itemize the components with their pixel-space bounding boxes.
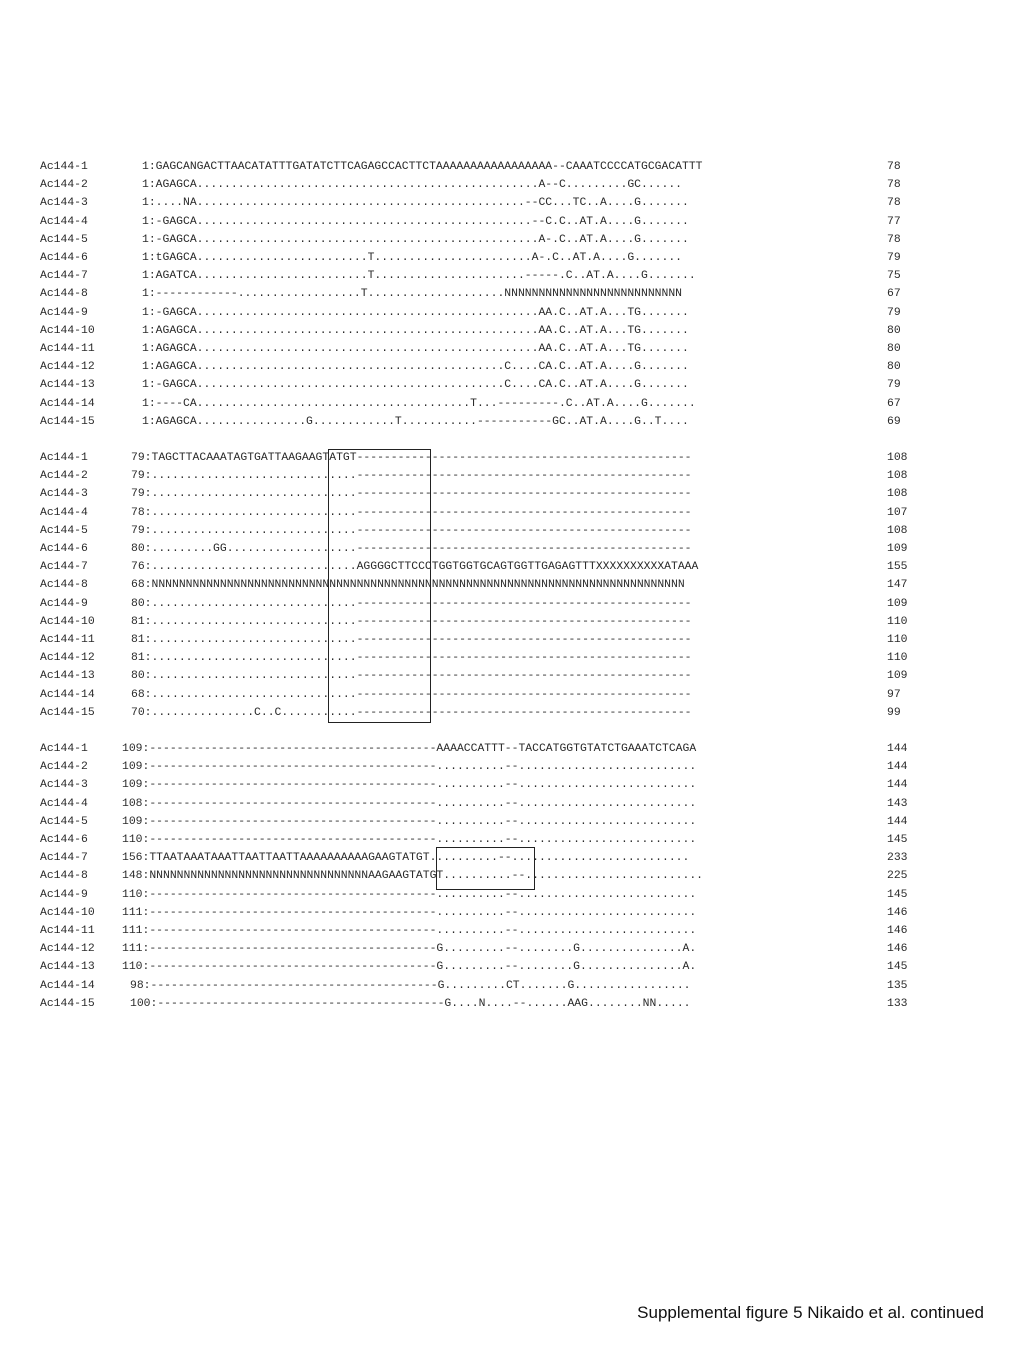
sequence-name: Ac144-1 <box>40 743 88 755</box>
sequence-name: Ac144-10 <box>40 906 95 919</box>
sequence-string: 109:------------------------------------------..........--.......................... <box>122 761 697 774</box>
sequence-string: 110:------------------------------------------G.........--........G...............A. <box>122 961 697 974</box>
sequence-string: 79:..............................------------------------------------------------- <box>131 470 692 483</box>
sequence-string: 100:------------------------------------------G....N....--......AAG........NN..... <box>130 997 691 1010</box>
position-count: 135 <box>887 979 908 992</box>
sequence-name: Ac144-4 <box>40 506 88 519</box>
position-count: 107 <box>887 506 908 519</box>
position-count: 108 <box>887 524 908 537</box>
position-count: 108 <box>887 488 908 501</box>
position-count: 145 <box>887 888 908 901</box>
figure-caption: Supplemental figure 5 Nikaido et al. continued <box>637 1303 984 1322</box>
sequence-string: 1:-GAGCA..................................................AA.C..AT.A...TG....... <box>142 306 689 319</box>
sequence-string: 1:------------..................T....................NNNNNNNNNNNNNNNNNNNNNNNNNN <box>142 288 683 301</box>
position-count: 143 <box>887 797 908 810</box>
sequence-name: Ac144-2 <box>40 761 88 774</box>
sequence-name: Ac144-5 <box>40 233 88 246</box>
sequence-name: Ac144-4 <box>40 215 88 228</box>
sequence-string: 80:..............................------------------------------------------------- <box>131 670 692 683</box>
sequence-string: 110:------------------------------------------..........--.......................... <box>122 888 697 901</box>
position-count: 147 <box>887 579 908 592</box>
sequence-name: Ac144-2 <box>40 179 88 192</box>
sequence-string: 81:..............................------------------------------------------------- <box>131 634 692 646</box>
sequence-name: Ac144-11 <box>40 925 95 937</box>
position-count: 78 <box>887 233 901 246</box>
position-count: 108 <box>887 470 908 483</box>
sequence-string: 111:------------------------------------------..........--.......................... <box>122 925 697 937</box>
sequence-string: 108:------------------------------------------..........--.......................... <box>122 797 697 810</box>
sequence-string: 68:NNNNNNNNNNNNNNNNNNNNNNNNNNNNNNNNNNNNNNNNNNNNNNNNNNNNNNNNNNNNNNNNNNNNNNNNNNNNNN <box>131 579 685 592</box>
position-count: 78 <box>887 179 901 192</box>
sequence-name: Ac144-8 <box>40 288 88 301</box>
sequence-name: Ac144-15 <box>40 997 95 1010</box>
position-count: 79 <box>887 306 901 319</box>
position-count: 110 <box>887 634 908 646</box>
position-count: 146 <box>887 906 908 919</box>
position-count: 79 <box>887 379 901 392</box>
sequence-string: 76:..............................AGGGGCTTCCCTGGTGGTGCAGTGGTTGAGAGTTTXXXXXXXXXXATAAA <box>131 561 699 574</box>
sequence-string: 110:------------------------------------------..........--.......................... <box>122 834 697 846</box>
sequence-string: 1:-GAGCA..................................................A-.C..AT.A....G....... <box>142 233 689 246</box>
position-count: 80 <box>887 361 901 374</box>
position-count: 109 <box>887 543 908 555</box>
sequence-name: Ac144-12 <box>40 652 95 665</box>
sequence-name: Ac144-3 <box>40 488 88 501</box>
position-count: 110 <box>887 652 908 665</box>
sequence-name: Ac144-12 <box>40 361 95 374</box>
sequence-name: Ac144-5 <box>40 815 88 828</box>
sequence-string: 111:------------------------------------------G.........--........G...............A. <box>122 943 697 956</box>
sequence-string: 68:..............................------------------------------------------------- <box>131 688 692 701</box>
sequence-name: Ac144-3 <box>40 779 88 792</box>
sequence-name: Ac144-8 <box>40 870 88 883</box>
position-count: 108 <box>887 452 908 464</box>
position-count: 67 <box>887 397 901 410</box>
position-count: 145 <box>887 961 908 974</box>
sequence-string: 80:.........GG...................------------------------------------------------- <box>131 543 692 555</box>
sequence-name: Ac144-15 <box>40 415 95 428</box>
sequence-string: 1:AGAGCA..................................................A--C.........GC...... <box>142 179 683 192</box>
position-count: 109 <box>887 597 908 610</box>
sequence-name: Ac144-10 <box>40 324 95 337</box>
sequence-string: 78:..............................------------------------------------------------- <box>131 506 692 519</box>
position-count: 144 <box>887 779 908 792</box>
sequence-name: Ac144-1 <box>40 452 88 464</box>
position-count: 99 <box>887 706 901 719</box>
position-count: 233 <box>887 852 908 865</box>
position-count: 79 <box>887 252 901 264</box>
position-count: 155 <box>887 561 908 574</box>
sequence-string: 1:-GAGCA.............................................C....CA.C..AT.A....G....... <box>142 379 689 392</box>
position-count: 146 <box>887 943 908 956</box>
position-count: 144 <box>887 743 908 755</box>
sequence-string: 109:------------------------------------------..........--.......................... <box>122 815 697 828</box>
position-count: 80 <box>887 324 901 337</box>
sequence-string: 1:AGAGCA..................................................AA.C..AT.A...TG....... <box>142 343 689 355</box>
sequence-string: 79:..............................------------------------------------------------- <box>131 524 692 537</box>
position-count: 109 <box>887 670 908 683</box>
position-count: 78 <box>887 161 901 173</box>
position-count: 80 <box>887 343 901 355</box>
sequence-name: Ac144-11 <box>40 343 95 355</box>
sequence-string: 1:-GAGCA.................................................--C.C..AT.A....G....... <box>142 215 689 228</box>
sequence-name: Ac144-2 <box>40 470 88 483</box>
position-count: 146 <box>887 925 908 937</box>
sequence-string: 98:------------------------------------------G.........CT.......G................. <box>130 979 691 992</box>
position-count: 78 <box>887 197 901 210</box>
sequence-string: 1:....NA................................................--CC...TC..A....G....... <box>142 197 689 210</box>
sequence-string: 79:TAGCTTACAAATAGTGATTAAGAAGTATGT------------------------------------------------- <box>131 452 692 464</box>
sequence-string: 109:------------------------------------------..........--.......................... <box>122 779 697 792</box>
sequence-name: Ac144-6 <box>40 834 88 846</box>
position-count: 75 <box>887 270 901 283</box>
sequence-name: Ac144-5 <box>40 524 88 537</box>
position-count: 144 <box>887 815 908 828</box>
sequence-string: 70:...............C..C...........------------------------------------------------- <box>131 706 692 719</box>
sequence-name: Ac144-14 <box>40 979 95 992</box>
sequence-name: Ac144-7 <box>40 852 88 865</box>
sequence-string: 81:..............................------------------------------------------------- <box>131 615 692 628</box>
position-count: 133 <box>887 997 908 1010</box>
sequence-name: Ac144-6 <box>40 252 88 264</box>
position-count: 67 <box>887 288 901 301</box>
sequence-string: 156:TTAATAAATAAATTAATTAATTAAAAAAAAAAGAAGTATGT..........--.......................... <box>122 852 690 865</box>
sequence-string: 111:------------------------------------------..........--.......................... <box>122 906 697 919</box>
sequence-string: 1:AGAGCA.............................................C....CA.C..AT.A....G....... <box>142 361 689 374</box>
sequence-name: Ac144-14 <box>40 688 95 701</box>
position-count: 97 <box>887 688 901 701</box>
sequence-name: Ac144-13 <box>40 961 95 974</box>
sequence-string: 109:------------------------------------------AAAACCATTT--TACCATGGTGTATCTGAAATCTCAGA <box>122 743 697 755</box>
sequence-string: 80:..............................------------------------------------------------- <box>131 597 692 610</box>
sequence-string: 1:AGATCA.........................T......................-----.C..AT.A....G....... <box>142 270 696 283</box>
highlight-box-block-2 <box>328 449 431 723</box>
sequence-string: 81:..............................------------------------------------------------- <box>131 652 692 665</box>
sequence-string: 79:..............................------------------------------------------------- <box>131 488 692 501</box>
sequence-name: Ac144-13 <box>40 670 95 683</box>
sequence-name: Ac144-4 <box>40 797 88 810</box>
sequence-string: 1:AGAGCA................G............T...........-----------GC..AT.A....G..T.... <box>142 415 689 428</box>
sequence-name: Ac144-9 <box>40 888 88 901</box>
sequence-string: 1:tGAGCA.........................T.......................A-.C..AT.A....G....... <box>142 252 683 264</box>
sequence-name: Ac144-9 <box>40 597 88 610</box>
sequence-name: Ac144-15 <box>40 706 95 719</box>
sequence-string: 148:NNNNNNNNNNNNNNNNNNNNNNNNNNNNNNNNAAGAAGTATGT..........--.......................... <box>122 870 704 883</box>
highlight-box-block-3 <box>436 847 535 890</box>
position-count: 144 <box>887 761 908 774</box>
sequence-name: Ac144-10 <box>40 615 95 628</box>
sequence-string: 1:----CA........................................T...---------.C..AT.A....G....... <box>142 397 696 410</box>
sequence-name: Ac144-9 <box>40 306 88 319</box>
sequence-name: Ac144-7 <box>40 270 88 283</box>
sequence-string: 1:AGAGCA..................................................AA.C..AT.A...TG....... <box>142 324 689 337</box>
position-count: 225 <box>887 870 908 883</box>
sequence-name: Ac144-6 <box>40 543 88 555</box>
sequence-name: Ac144-8 <box>40 579 88 592</box>
sequence-name: Ac144-13 <box>40 379 95 392</box>
position-count: 110 <box>887 615 908 628</box>
sequence-name: Ac144-12 <box>40 943 95 956</box>
sequence-string: 1:GAGCANGACTTAACATATTTGATATCTTCAGAGCCACTTCTAAAAAAAAAAAAAAAAA--CAAATCCCCATGCGACATTT <box>142 161 703 173</box>
position-count: 77 <box>887 215 901 228</box>
position-count: 69 <box>887 415 901 428</box>
sequence-name: Ac144-11 <box>40 634 95 646</box>
position-count: 145 <box>887 834 908 846</box>
sequence-name: Ac144-3 <box>40 197 88 210</box>
sequence-name: Ac144-14 <box>40 397 95 410</box>
sequence-name: Ac144-7 <box>40 561 88 574</box>
sequence-name: Ac144-1 <box>40 161 88 173</box>
